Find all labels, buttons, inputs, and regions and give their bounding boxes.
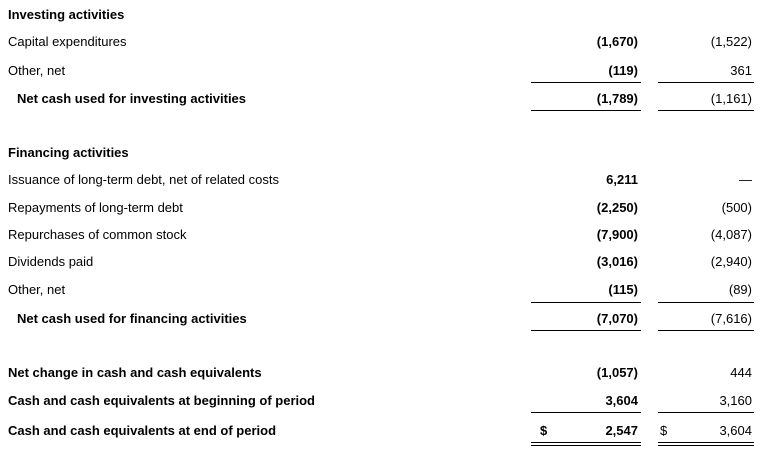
net-change-label: Net change in cash and cash equivalents xyxy=(8,365,262,380)
net-change-value-prior: 444 xyxy=(730,365,752,380)
dividends-label: Dividends paid xyxy=(8,254,94,269)
issuance-value-current: 6,211 xyxy=(606,172,638,187)
financing-other-value-current: (115) xyxy=(608,282,638,297)
capex-value-prior: (1,522) xyxy=(710,34,752,49)
repayments-value-prior: (500) xyxy=(721,200,752,215)
investing-header-row xyxy=(0,5,767,25)
repayments-value-current: (2,250) xyxy=(596,200,638,215)
dividends-row xyxy=(0,252,767,272)
investing-other-row xyxy=(0,61,767,81)
financing-subtotal-rule-prior xyxy=(658,302,754,303)
investing-total-row xyxy=(0,89,767,109)
financing-header-row xyxy=(0,143,767,163)
investing-other-label: Other, net xyxy=(8,63,66,78)
net-change-value-current: (1,057) xyxy=(596,365,638,380)
repurchases-row xyxy=(0,225,767,245)
investing-header: Investing activities xyxy=(8,7,125,22)
financing-header: Financing activities xyxy=(8,145,129,160)
ending-cash-double-rule-current-top xyxy=(531,442,641,443)
ending-cash-value-current: 2,547 xyxy=(605,423,638,438)
capex-label: Capital expenditures xyxy=(8,34,127,49)
ending-cash-currency-prior: $ xyxy=(660,423,668,438)
ending-cash-row xyxy=(0,421,767,441)
ending-cash-double-rule-current-bottom xyxy=(531,445,641,446)
ending-cash-label: Cash and cash equivalents at end of period xyxy=(8,423,277,438)
ending-cash-double-rule-prior-bottom xyxy=(658,445,754,446)
investing-total-value-prior: (1,161) xyxy=(710,91,752,106)
financing-total-label: Net cash used for financing activities xyxy=(17,311,247,326)
investing-other-value-prior: 361 xyxy=(730,63,752,78)
financing-total-rule-prior xyxy=(658,330,754,331)
beginning-cash-value-prior: 3,160 xyxy=(719,393,752,408)
repurchases-value-current: (7,900) xyxy=(596,227,638,242)
issuance-row xyxy=(0,170,767,190)
ending-cash-double-rule-prior-top xyxy=(658,442,754,443)
investing-total-rule-prior xyxy=(658,110,754,111)
investing-total-value-current: (1,789) xyxy=(596,91,638,106)
ending-cash-value-prior: 3,604 xyxy=(719,423,752,438)
repayments-label: Repayments of long-term debt xyxy=(8,200,183,215)
issuance-label: Issuance of long-term debt, net of related costs xyxy=(8,172,279,187)
beginning-cash-label: Cash and cash equivalents at beginning of period xyxy=(8,393,315,408)
beginning-cash-row xyxy=(0,391,767,411)
investing-subtotal-rule-prior xyxy=(658,82,754,83)
repayments-row xyxy=(0,198,767,218)
capex-row xyxy=(0,32,767,52)
investing-total-rule-current xyxy=(531,110,641,111)
capex-value-current: (1,670) xyxy=(596,34,638,49)
financing-total-value-prior: (7,616) xyxy=(710,311,752,326)
dividends-value-current: (3,016) xyxy=(596,254,638,269)
repurchases-value-prior: (4,087) xyxy=(710,227,752,242)
beginning-cash-rule-current xyxy=(531,412,641,413)
financing-other-value-prior: (89) xyxy=(728,282,752,297)
investing-other-value-current: (119) xyxy=(608,63,638,78)
financing-subtotal-rule-current xyxy=(531,302,641,303)
financing-other-row xyxy=(0,280,767,300)
dividends-value-prior: (2,940) xyxy=(710,254,752,269)
financing-total-rule-current xyxy=(531,330,641,331)
investing-subtotal-rule-current xyxy=(531,82,641,83)
financing-total-value-current: (7,070) xyxy=(596,311,638,326)
financing-total-row xyxy=(0,309,767,329)
beginning-cash-rule-prior xyxy=(658,412,754,413)
net-change-row xyxy=(0,363,767,383)
ending-cash-currency-current: $ xyxy=(540,423,548,438)
issuance-value-prior: — xyxy=(739,172,752,187)
financing-other-label: Other, net xyxy=(8,282,66,297)
beginning-cash-value-current: 3,604 xyxy=(605,393,638,408)
repurchases-label: Repurchases of common stock xyxy=(8,227,187,242)
investing-total-label: Net cash used for investing activities xyxy=(17,91,247,106)
